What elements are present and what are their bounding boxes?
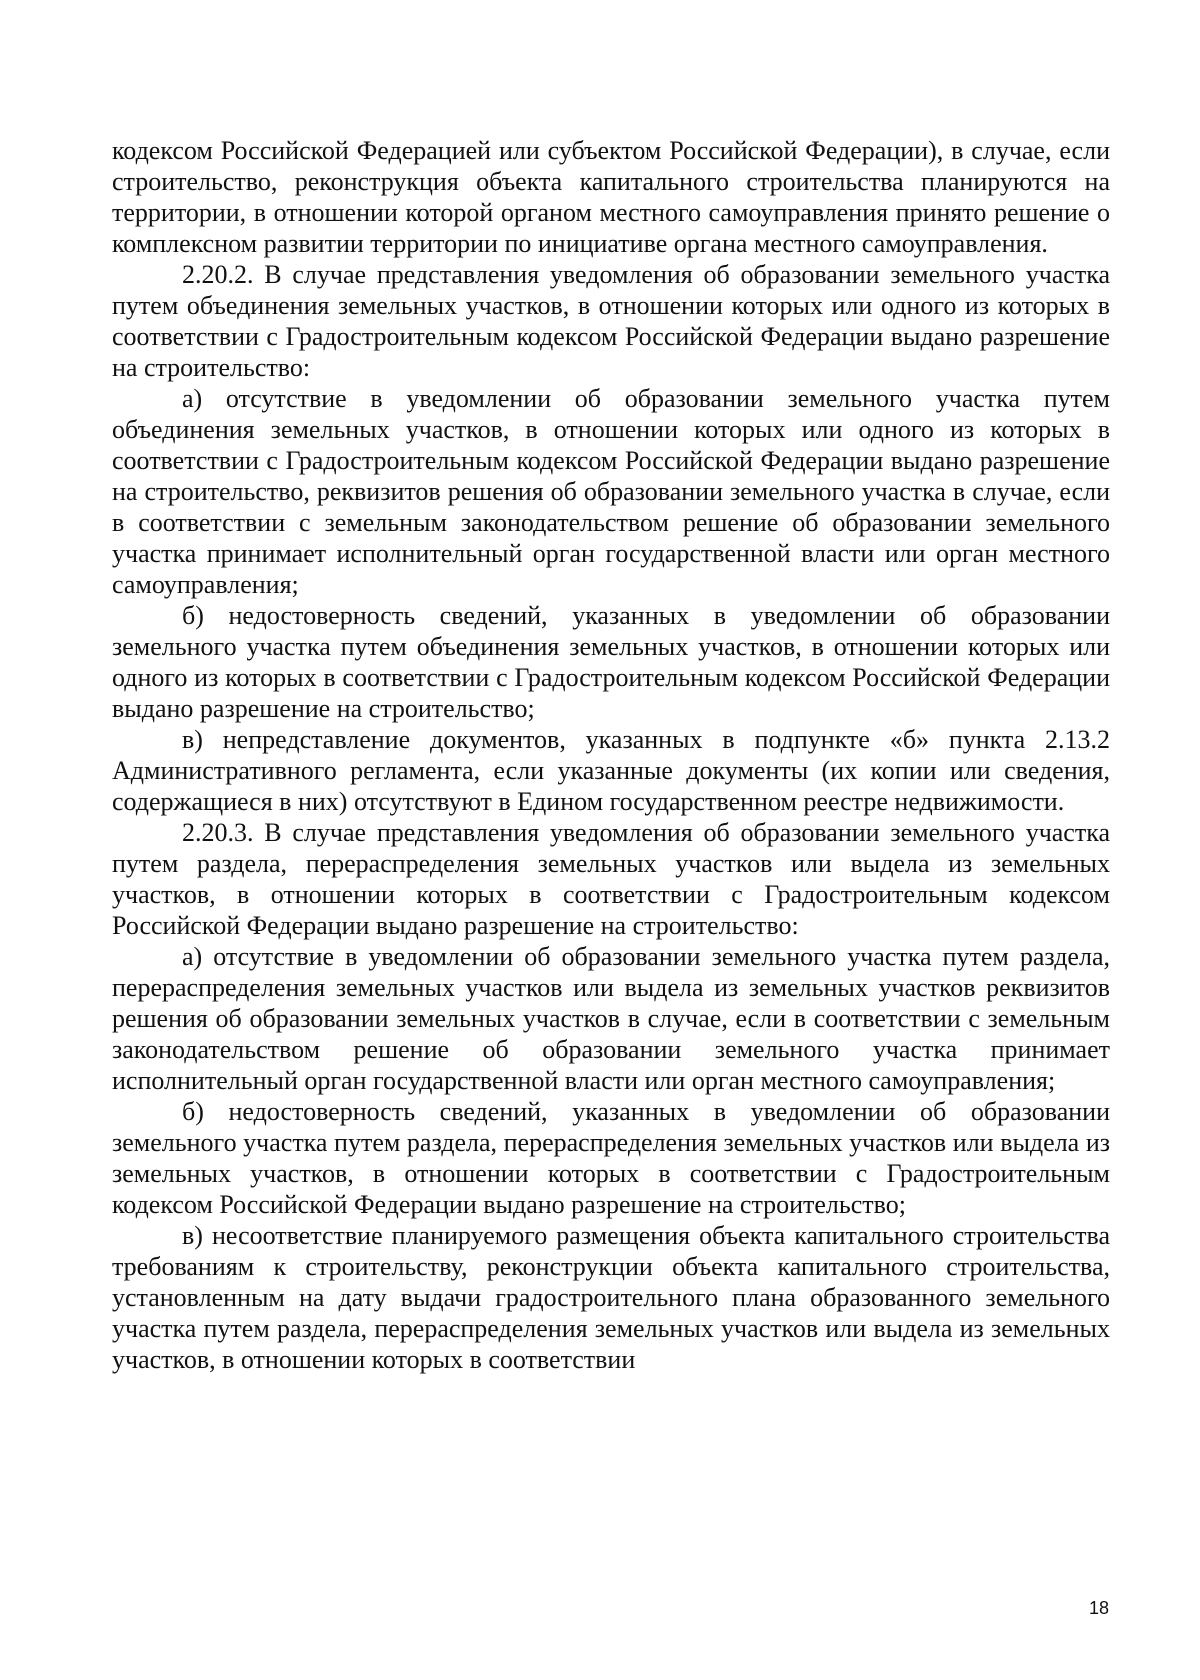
paragraph-2-20-2: 2.20.2. В случае представления уведомления об образовании земельного участка путем объединения земельных участков, в отношении которых или одного из которых в соответствии с Градостроительным кодексом Российской Федерации выдано разрешение на строительство: — [112, 260, 1110, 382]
paragraph-2-20-2-b: б) недостоверность сведений, указанных в уведомлении об образовании земельного участка путем объединения земельных участков, в отношении которых или одного из которых в соответствии с Градостроительным кодексом Российской Федерации выдано разрешение на строительство; — [112, 601, 1110, 723]
paragraph-2-20-3: 2.20.3. В случае представления уведомления об образовании земельного участка путем раздела, перераспределения земельных участков или выдела из земельных участков, в отношении которых в соответствии с Градостроительным кодексом Российской Федерации выдано разрешение на строительство: — [112, 818, 1110, 940]
paragraph-2-20-3-b: б) недостоверность сведений, указанных в уведомлении об образовании земельного участка путем раздела, перераспределения земельных участков или выдела из земельных участков, в отношении которых в соответствии с Градостроительным кодексом Российской Федерации выдано разрешение на строительство; — [112, 1097, 1110, 1219]
document-body — [112, 135, 1110, 1375]
paragraph-2-20-2-a: а) отсутствие в уведомлении об образовании земельного участка путем объединения земельных участков, в отношении которых или одного из которых в соответствии с Градостроительным кодексом Российской Федерации выдано разрешение на строительство, реквизитов решения об образовании земельного участка в случае, если в соответствии с земельным законодательством решение об образовании земельного участка принимает исполнительный орган государственной власти или орган местного самоуправления; — [112, 384, 1110, 599]
paragraph-2-20-3-v: в) несоответствие планируемого размещения объекта капитального строительства требованиям к строительству, реконструкции объекта капитального строительства, установленным на дату выдачи градостроительного плана образованного земельного участка путем раздела, перераспределения земельных участков или выдела из земельных участков, в отношении которых в соответствии — [112, 1221, 1110, 1374]
paragraph-2-20-3-a: а) отсутствие в уведомлении об образовании земельного участка путем раздела, перераспределения земельных участков или выдела из земельных участков реквизитов решения об образовании земельных участков в случае, если в соответствии с земельным законодательством решение об образовании земельного участка принимает исполнительный орган государственной власти или орган местного самоуправления; — [112, 942, 1110, 1095]
paragraph-2-20-2-v: в) непредставление документов, указанных в подпункте «б» пункта 2.13.2 Административного регламента, если указанные документы (их копии или сведения, содержащиеся в них) отсутствуют в Едином государственном реестре недвижимости. — [112, 725, 1110, 816]
page-number: 18 — [1089, 1598, 1110, 1618]
paragraph-continuation: кодексом Российской Федерацией или субъектом Российской Федерации), в случае, если строительство, реконструкция объекта капитального строительства планируются на территории, в отношении которой органом местного самоуправления принято решение о комплексном развитии территории по инициативе органа местного самоуправления. — [112, 136, 1110, 258]
